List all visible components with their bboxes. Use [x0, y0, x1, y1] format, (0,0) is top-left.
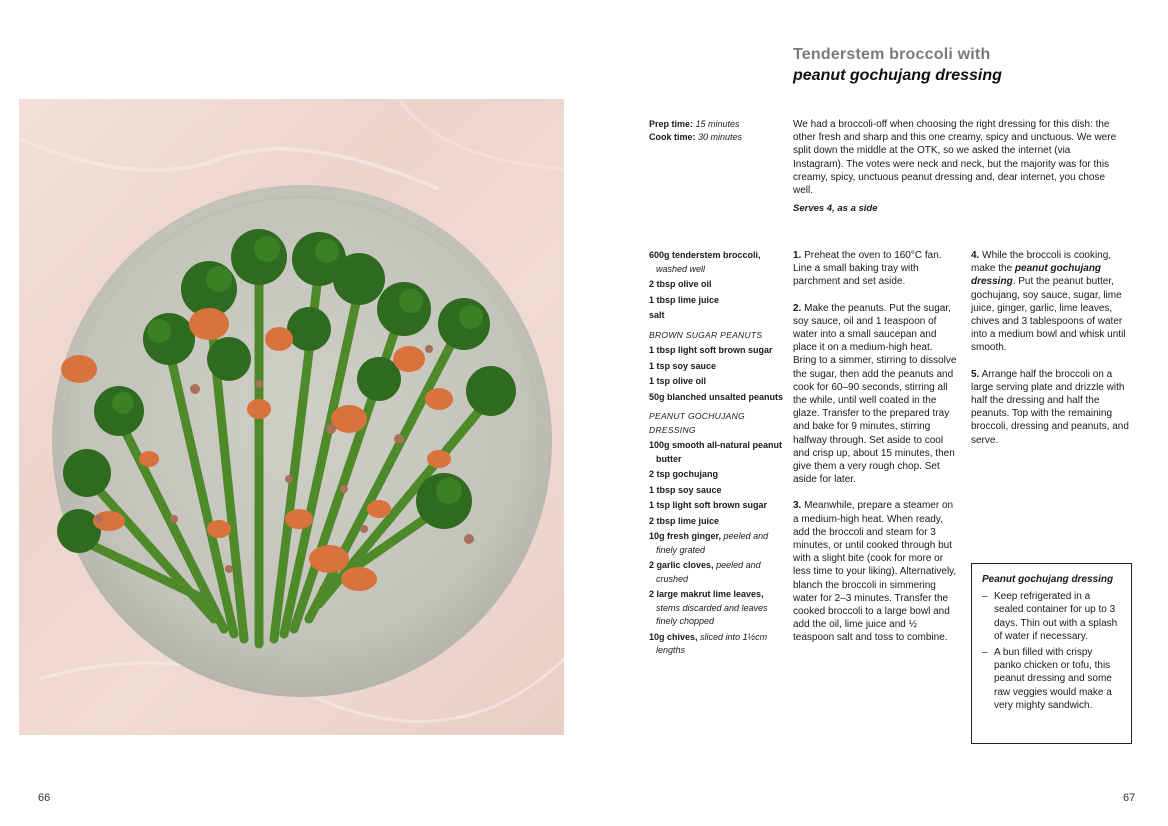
dressing-heading: PEANUT GOCHUJANG DRESSING	[649, 411, 745, 435]
ingredient-item: 2 garlic cloves, peeled and crushed	[649, 560, 761, 584]
ingredient-item: 1 tsp soy sauce	[649, 360, 717, 371]
ingredient-item: 1 tsp light soft brown sugar	[649, 500, 768, 510]
ingredient-item: 1 tbsp lime juice	[649, 294, 720, 305]
ingredient-item: 10g fresh ginger, peeled and finely grated	[649, 531, 769, 555]
step-4: 4. While the broccoli is cooking, make the peanut gochujang dressing. Put the peanut butter, gochujang, soy sauce, sugar, lime juice, ginger, garlic, lime leaves, chives and 3 tablespoons of water into a medium bowl and whisk until smooth.	[971, 250, 1126, 354]
ingredient-item: 10g chives, sliced into 1½cm lengths	[649, 631, 768, 655]
tip-title: Peanut gochujang dressing	[982, 574, 1114, 585]
ingredient-item: 600g tenderstem broccoli, washed well	[649, 250, 761, 274]
recipe-times	[649, 118, 742, 144]
method-column-2	[971, 249, 1136, 460]
ingredient-item: 2 tbsp olive oil	[649, 279, 712, 289]
ingredient-item: 1 tbsp soy sauce	[649, 484, 722, 495]
step-1: 1. Preheat the oven to 160°C fan. Line a small baking tray with parchment and set aside.	[793, 250, 942, 288]
step-5: 5. Arrange half the broccoli on a large serving plate and drizzle with half the dressing and half the peanuts. Top with the remaining broccoli, dressing and peanuts, and serve.	[971, 368, 1129, 446]
ingredient-item: 1 tbsp light soft brown sugar	[649, 345, 773, 355]
serves: Serves 4, as a side	[793, 203, 878, 214]
ingredient-item: 2 tsp gochujang	[649, 469, 719, 479]
broccoli-plate-illustration	[19, 99, 564, 735]
recipe-intro: We had a broccoli-off when choosing the right dressing for this dish: the other fresh and sharp and this one creamy, spicy and unctuous. We were split down the middle at the OTK, so we asked the internet (via Instagram). The votes were neck and neck, but the majority was for this creamy, spicy, unctuous peanut dressing and, dear internet, you chose well.	[793, 119, 1117, 197]
ingredient-item: 2 tbsp lime juice	[649, 515, 720, 526]
tip-box	[971, 563, 1132, 744]
page-number-right: 67	[1123, 792, 1136, 804]
prep-time: Prep time: 15 minutes	[649, 119, 740, 129]
cook-time: Cook time: 30 minutes	[649, 132, 743, 142]
recipe-title-line2: peanut gochujang dressing	[793, 67, 1002, 84]
peanuts-heading: BROWN SUGAR PEANUTS	[649, 329, 763, 340]
recipe-photo	[19, 99, 564, 735]
ingredients-list	[649, 249, 784, 660]
ingredient-item: 100g smooth all-natural peanut butter	[649, 440, 783, 464]
step-3: 3. Meanwhile, prepare a steamer on a medium-high heat. When ready, add the broccoli and steam for 3 minutes, or until cooked through but with a slight bite (cook for more or less time to your liking). Alternatively, blanch the broccoli in simmering water for 2–3 minutes. Transfer the cooked broccoli to a large bowl and add the oil, lime juice and ½ teaspoon salt and toss to combine.	[793, 500, 957, 644]
method-column-1	[793, 249, 958, 658]
ingredient-item: 2 large makrut lime leaves, stems discarded and leaves finely chopped	[649, 589, 768, 626]
ingredient-item: 50g blanched unsalted peanuts	[649, 391, 784, 402]
page-number-left: 66	[38, 792, 51, 804]
ingredient-item: 1 tsp olive oil	[649, 376, 707, 386]
tip-item: – Keep refrigerated in a sealed container for up to 3 days. Thin out with a splash of water if necessary.	[982, 591, 1118, 642]
recipe-title-line1: Tenderstem broccoli with	[793, 46, 991, 63]
tip-item: – A bun filled with crispy panko chicken or tofu, this peanut dressing and some raw veggies would make a very mighty sandwich.	[982, 647, 1112, 711]
step-2: 2. Make the peanuts. Put the sugar, soy sauce, oil and 1 teaspoon of water into a small saucepan and place it on a medium-high heat. Bring to a simmer, stirring to dissolve the sugar, then add the peanuts and cook for 60–90 seconds, stirring all the while, until well coated in the glaze. Transfer to the prepared tray and bake for 9 minutes, stirring halfway through. Set aside to cool and crisp up, about 15 minutes, then give them a very rough chop. Set aside for later.	[793, 302, 957, 486]
ingredient-item: salt	[649, 310, 665, 320]
